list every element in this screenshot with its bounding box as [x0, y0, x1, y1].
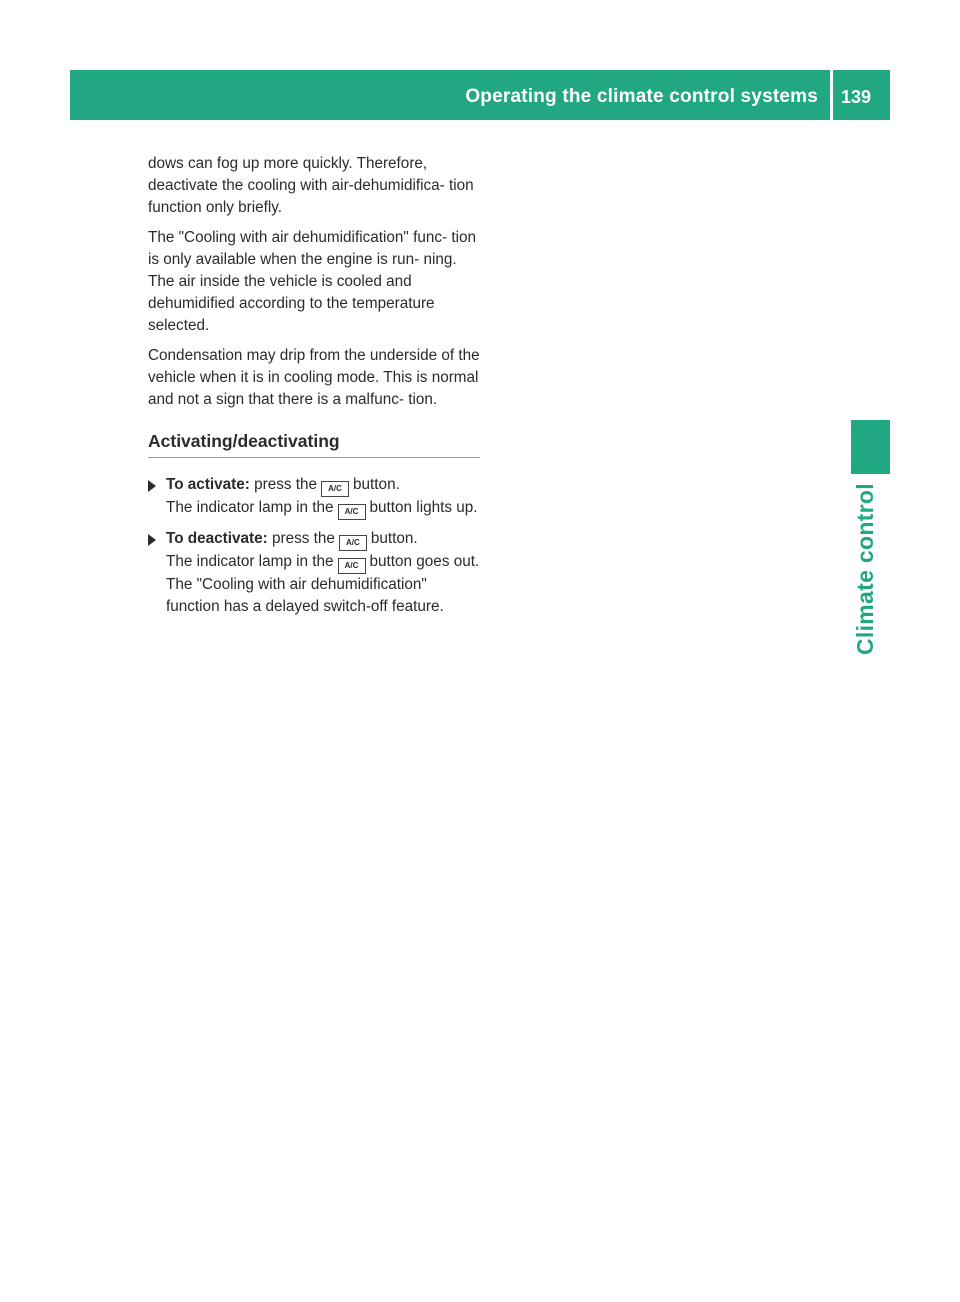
ac-button-icon: A/C — [321, 481, 349, 497]
step-list — [148, 474, 480, 618]
step-result — [166, 551, 480, 618]
step-result-text: button goes out. The "Cooling with air dehumidification" function has a delayed switch-off feature. — [166, 553, 480, 616]
step-action-text: button. — [353, 476, 400, 494]
chapter-tab-label: Climate control — [852, 483, 878, 655]
step-arrow-icon — [148, 480, 156, 492]
page-number: 139 — [841, 87, 872, 107]
step-deactivate — [148, 528, 480, 618]
paragraph: The "Cooling with air dehumidification" func- tion is only available when the engine is run- ning. The air inside the vehicle is cooled and dehumidified according to the temperature selected. — [148, 228, 477, 335]
step-action-text: press the — [254, 476, 318, 494]
paragraph: Condensation may drip from the underside of the vehicle when it is in cooling mode. This is normal and not a sign that there is a malfunc- tion. — [148, 346, 480, 409]
step-lead: To activate: — [166, 476, 250, 494]
section-heading: Activating/deactivating — [148, 430, 480, 458]
paragraph: dows can fog up more quickly. Therefore, deactivate the cooling with air-dehumidifica- tion function only briefly. — [148, 155, 474, 217]
chapter-tab-marker — [851, 420, 890, 474]
ac-button-icon: A/C — [338, 504, 366, 520]
step-lead: To deactivate: — [166, 530, 268, 548]
step-result — [166, 497, 480, 520]
chapter-title: Operating the climate control systems — [465, 86, 818, 107]
header-divider — [830, 70, 833, 120]
ac-button-icon: A/C — [339, 535, 367, 551]
step-action — [166, 474, 480, 497]
page-content — [148, 153, 480, 627]
step-result-text: The indicator lamp in the — [166, 553, 334, 571]
ac-button-icon: A/C — [338, 558, 366, 574]
step-activate — [148, 474, 480, 520]
page-header — [70, 70, 890, 120]
step-action — [166, 528, 480, 551]
step-result-text: button lights up. — [369, 499, 478, 517]
step-result-text: The indicator lamp in the — [166, 499, 334, 517]
step-action-text: press the — [271, 530, 335, 548]
step-action-text: button. — [370, 530, 418, 548]
step-arrow-icon — [148, 534, 156, 546]
